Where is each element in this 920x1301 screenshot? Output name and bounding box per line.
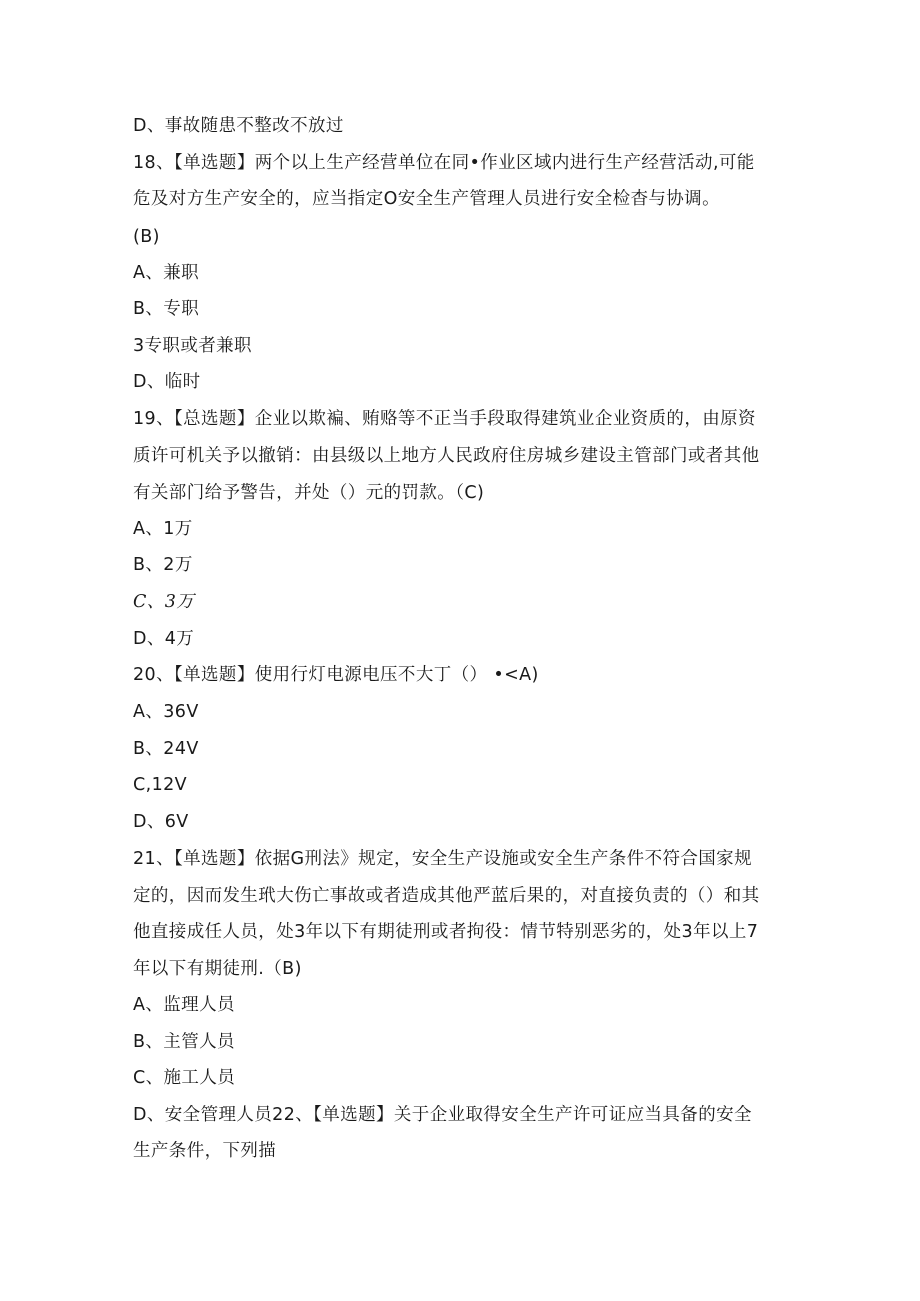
question-19-line-1: 19、【总选题】企业以欺褊、贿赂等不正当手段取得建筑业企业资质的，由原资: [133, 409, 756, 429]
option-19-a: A、1万: [133, 519, 193, 539]
option-19-c: C、3万: [133, 592, 195, 612]
option-18-a: A、兼职: [133, 263, 200, 283]
question-21-line-3: 他直接成任人员，处3年以下有期徒刑或者拘役：情节特别恶劣的，处3年以上7: [133, 922, 759, 942]
question-18-line-1: 18、【单选题】两个以上生产经营单位在同•作业区域内进行生产经营活动,可能: [133, 153, 755, 173]
question-22-line-2: 生产条件，下列描: [133, 1141, 277, 1161]
option-21-b: B、主管人员: [133, 1032, 235, 1052]
option-21-a: A、监理人员: [133, 995, 235, 1015]
question-21-line-4: 年以下有期徒刑.（B): [133, 959, 302, 979]
option-20-a: A、36V: [133, 702, 199, 722]
option-18-c: 3专职或者兼职: [133, 336, 252, 356]
option-20-b: B、24V: [133, 739, 199, 759]
question-19-line-3: 有关部门给予警告，并处（）元的罚款。（C): [133, 483, 485, 503]
question-21-line-1: 21、【单选题】依据G刑法》规定，安全生产设施或安全生产条件不符合国家规: [133, 849, 752, 869]
option-20-c: C,12V: [133, 775, 188, 795]
question-18-answer: (B): [133, 227, 160, 247]
option-18-b: B、专职: [133, 299, 200, 319]
question-18-line-2: 危及对方生产安全的，应当指定O安全生产管理人员进行安全检杳与协调。: [133, 189, 720, 209]
option-18-d: D、临时: [133, 372, 201, 392]
question-19-line-2: 质许可机关予以撤销：由县级以上地方人民政府住房城乡建设主管部门或者其他: [133, 446, 760, 466]
option-19-d: D、4万: [133, 629, 195, 649]
question-20: 20、【单选题】使用行灯电源电压不大丁（） •<A): [133, 665, 539, 685]
option-19-b: B、2万: [133, 555, 193, 575]
option-21-c: C、施工人员: [133, 1068, 236, 1088]
option-17-d: D、事故随患不整改不放过: [133, 116, 344, 136]
option-21-d-question-22-line-1: D、安全管理人员22、【单选题】关于企业取得安全生产许可证应当具备的安全: [133, 1105, 752, 1125]
question-21-line-2: 定的，因而发生玳大伤亡事故或者造成其他严蓝后果的，对直接负责的（）和其: [133, 886, 760, 906]
option-20-d: D、6V: [133, 812, 189, 832]
